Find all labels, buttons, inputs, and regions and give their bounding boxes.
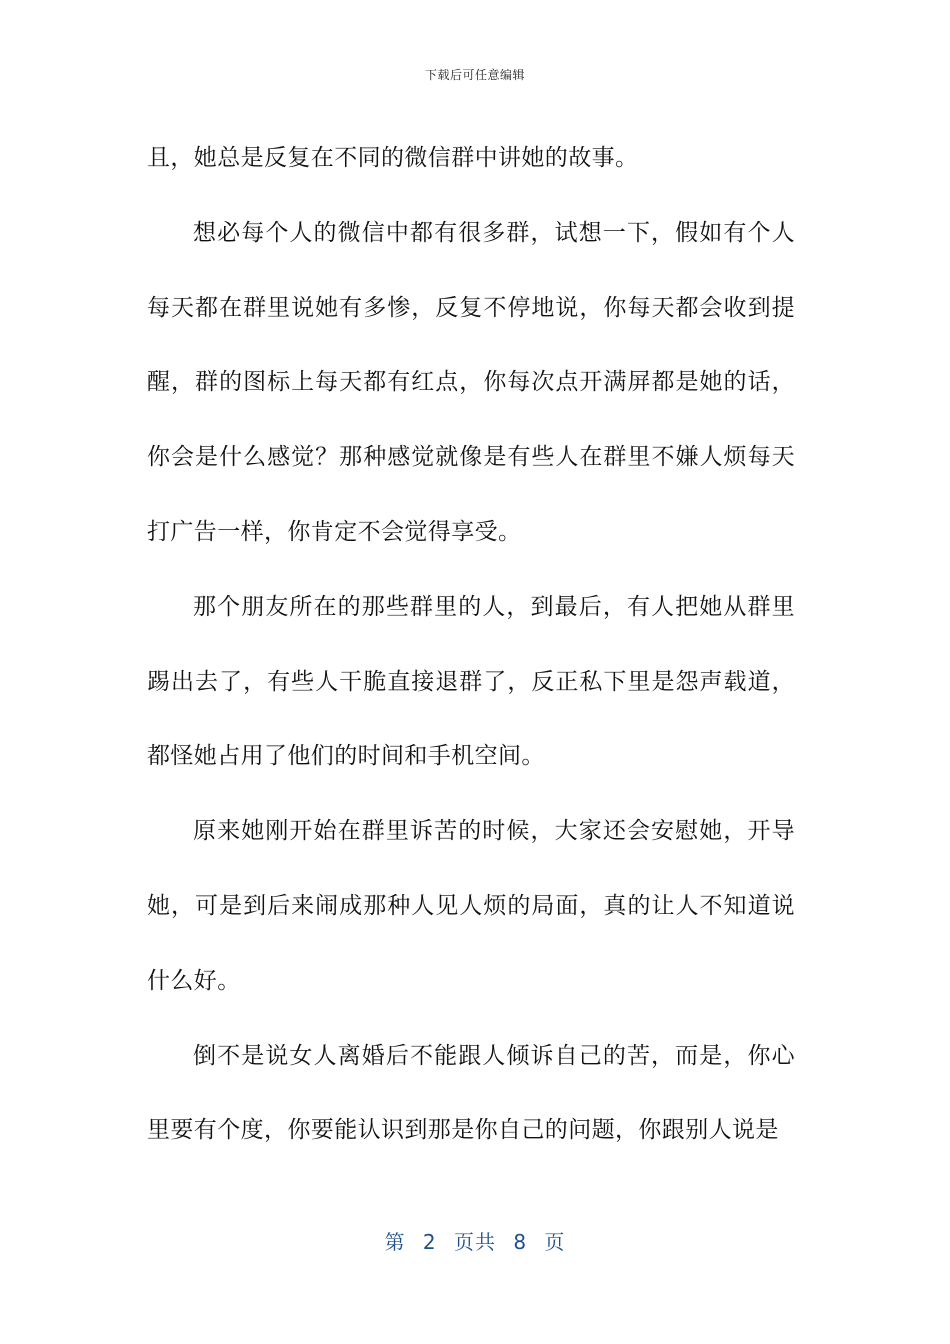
paragraph: 原来她刚开始在群里诉苦的时候，大家还会安慰她，开导她，可是到后来闹成那种人见人烦的局面，真的让人不知道说什么好。 (147, 818, 795, 994)
page-footer: 第 2 页共 8 页 (384, 1230, 566, 1254)
page-header: 下载后可任意编辑 (424, 68, 525, 82)
paragraph: 想必每个人的微信中都有很多群，试想一下，假如有个人每天都在群里说她有多惨，反复不停地说，你每天都会收到提醒，群的图标上每天都有红点，你每次点开满屏都是她的话，你会是什么感觉？那种感觉就像是有些人在群里不嫌人烦每天打广告一样，你肯定不会觉得享受。 (147, 219, 795, 545)
paragraph: 且，她总是反复在不同的微信群中讲她的故事。 (147, 145, 639, 171)
paragraph: 那个朋友所在的那些群里的人，到最后，有人把她从群里踢出去了，有些人干脆直接退群了，反正私下里是怨声载道，都怪她占用了他们的时间和手机空间。 (147, 593, 795, 770)
paragraph: 倒不是说女人离婚后不能跟人倾诉自己的苦，而是，你心里要有个度，你要能认识到那是你自己的问题，你跟别人说是 (147, 1042, 795, 1144)
body-text (147, 121, 795, 1168)
